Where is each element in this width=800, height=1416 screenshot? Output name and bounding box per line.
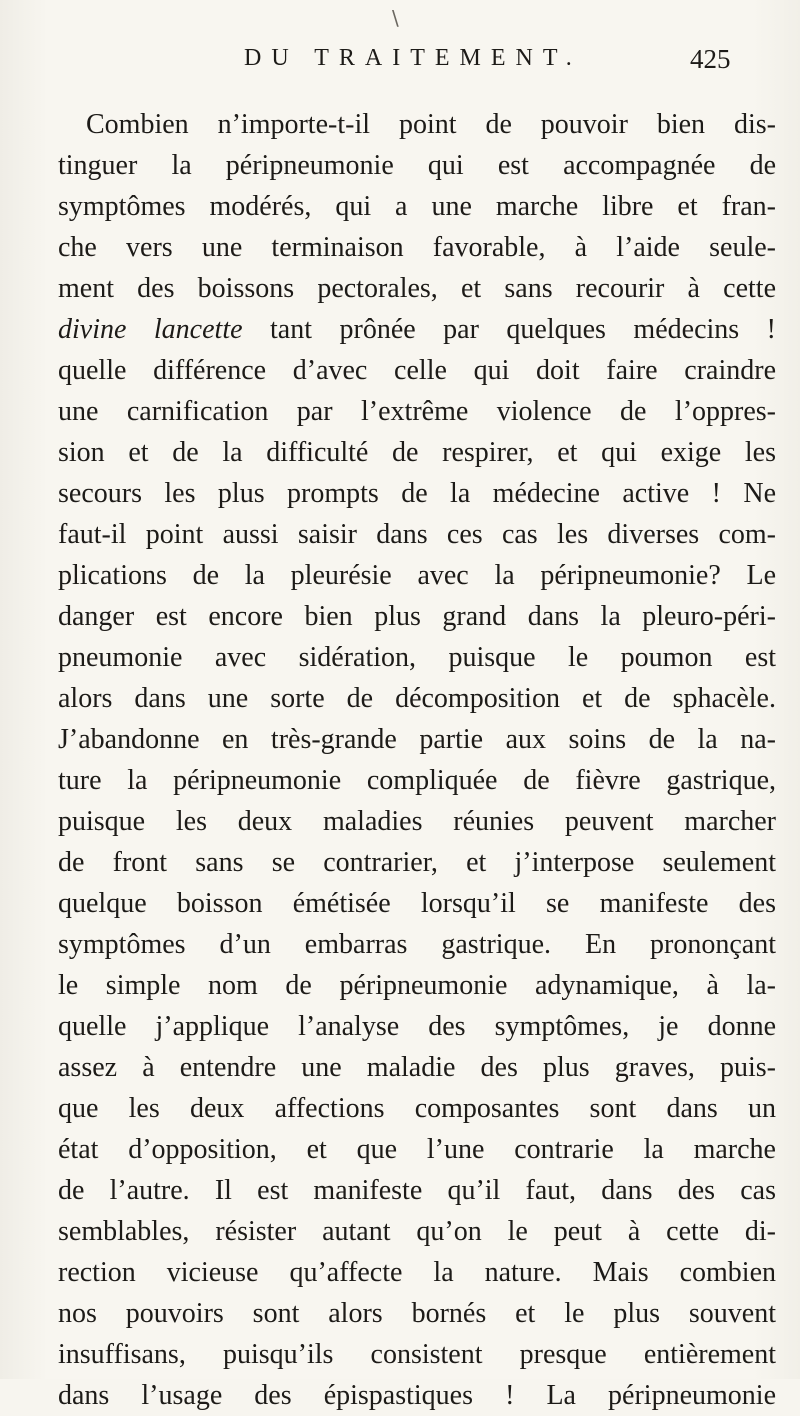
body-text (58, 104, 776, 1416)
text-line: puisque les deux maladies réunies peuvent marcher (58, 806, 776, 837)
page-header (0, 28, 800, 88)
text-line: quelle j’applique l’analyse des symptômes, je donne (58, 1011, 776, 1042)
text-line: de front sans se contrarier, et j’interpose seulement (58, 847, 776, 878)
text-line: Combien n’importe-t-il point de pouvoir bien dis- (86, 109, 776, 140)
text-line: le simple nom de péripneumonie adynamique, à la- (58, 970, 776, 1001)
text-line: nos pouvoirs sont alors bornés et le plus souvent (58, 1298, 776, 1329)
text-line: une carnification par l’extrême violence de l’oppres- (58, 396, 776, 427)
text-line: état d’opposition, et que l’une contrarie la marche (58, 1134, 776, 1165)
page-number: 425 (690, 44, 731, 74)
text-line: dans l’usage des épispastiques ! La péripneumonie (58, 1380, 776, 1411)
text-line: secours les plus prompts de la médecine active ! Ne (58, 478, 776, 509)
text-line: J’abandonne en très-grande partie aux soins de la na- (58, 724, 776, 755)
text-line: quelle différence d’avec celle qui doit faire craindre (58, 355, 776, 386)
text-line: ture la péripneumonie compliquée de fièvre gastrique, (58, 765, 776, 796)
text-line: ment des boissons pectorales, et sans recourir à cette (58, 273, 776, 304)
text-line: de l’autre. Il est manifeste qu’il faut, dans des cas (58, 1175, 776, 1206)
text-line: rection vicieuse qu’affecte la nature. Mais combien (58, 1257, 776, 1288)
text-line: que les deux affections composantes sont dans un (58, 1093, 776, 1124)
text-line: symptômes modérés, qui a une marche libre et fran- (58, 191, 776, 222)
text-line: plications de la pleurésie avec la péripneumonie? Le (58, 560, 776, 591)
text-line: danger est encore bien plus grand dans la pleuro-péri- (58, 601, 776, 632)
text-line: sion et de la difficulté de respirer, et qui exige les (58, 437, 776, 468)
text-line: assez à entendre une maladie des plus graves, puis- (58, 1052, 776, 1083)
text-line: tinguer la péripneumonie qui est accompagnée de (58, 150, 776, 181)
text-line: symptômes d’un embarras gastrique. En prononçant (58, 929, 776, 960)
text-line: faut-il point aussi saisir dans ces cas les diverses com- (58, 519, 776, 550)
text-line: che vers une terminaison favorable, à l’aide seule- (58, 232, 776, 263)
text-line: semblables, résister autant qu’on le peut à cette di- (58, 1216, 776, 1247)
corner-mark: \ (392, 6, 399, 30)
running-head: DU TRAITEMENT. (244, 45, 582, 71)
text-line: pneumonie avec sidération, puisque le poumon est (58, 642, 776, 673)
text-line: insuffisans, puisqu’ils consistent presque entièrement (58, 1339, 776, 1370)
text-line-italic-phrase (58, 309, 776, 350)
line-remainder: tant prônée par quelques médecins ! (242, 314, 776, 345)
italic-phrase: divine lancette (58, 314, 243, 345)
text-line: quelque boisson émétisée lorsqu’il se manifeste des (58, 888, 776, 919)
text-line: alors dans une sorte de décomposition et de sphacèle. (58, 683, 776, 714)
